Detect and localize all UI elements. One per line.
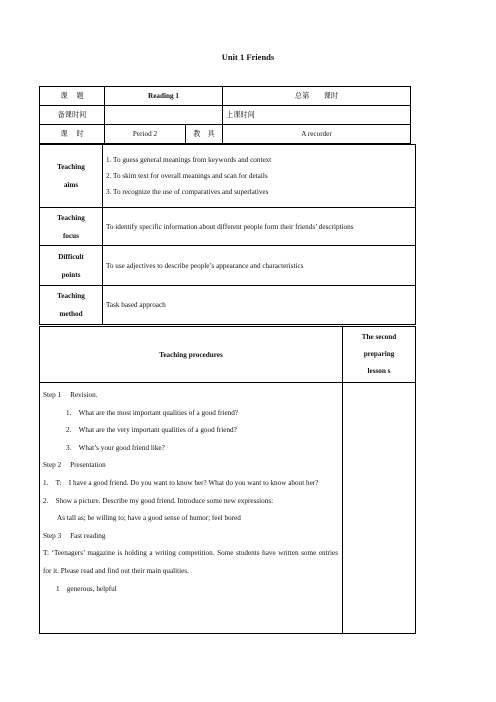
focus-content: To identify specific information about different people form their friends’ descriptions	[103, 208, 416, 246]
table-row	[40, 125, 411, 144]
difficult-content: To use adjectives to describe people’s appearance and characteristics	[103, 246, 416, 286]
second-prep-heading	[343, 327, 416, 383]
list-item: As tall as; be willing to; have a good sense of humor; feel bored	[57, 514, 241, 523]
second-prep-notes	[343, 383, 416, 634]
page-title: Unit 1 Friends	[221, 52, 275, 62]
difficult-label-line: Difficult	[58, 252, 84, 261]
class-time-label: 上课时间	[223, 106, 411, 125]
aim-item: 3. To recognize the use of comparatives and superlatives	[106, 188, 269, 196]
table-row	[40, 383, 416, 634]
table-row	[40, 87, 411, 106]
list-item: 2. What are the very important qualities of a good friend?	[66, 426, 237, 435]
table-row	[40, 286, 416, 325]
second-prep-line: lesson s	[367, 367, 391, 375]
table-row	[40, 208, 416, 246]
method-label-line: method	[59, 310, 83, 318]
method-label	[40, 286, 103, 325]
table-row	[40, 145, 416, 208]
list-item: 3. What’s your good friend like?	[66, 443, 165, 452]
second-prep-line: preparing	[363, 350, 395, 358]
tools-label: 教 具	[186, 125, 223, 144]
focus-label	[40, 208, 103, 246]
period-value: Period 2	[105, 125, 186, 144]
aims-label-line: aims	[63, 181, 79, 189]
list-item: 1. What are the most important qualities of a good friend?	[66, 408, 239, 417]
table-row	[40, 106, 411, 125]
focus-label-line: Teaching	[57, 213, 85, 222]
list-item: 1. T: I have a good friend. Do you want to know her? What do you want to know about her?	[43, 478, 319, 487]
topic-label: 课 题	[40, 87, 105, 106]
total-periods-label: 总第 课时	[223, 87, 411, 106]
step-2-heading: Step 2 Presentation	[43, 461, 106, 470]
prep-time-value	[105, 106, 223, 125]
procedures-table	[39, 326, 416, 634]
procedures-body	[40, 383, 343, 634]
difficult-label-line: points	[61, 270, 81, 279]
method-content: Task based approach	[103, 286, 416, 325]
method-label-line: Teaching	[57, 292, 85, 300]
lesson-info-table	[39, 86, 411, 144]
prep-time-label: 备课时间	[40, 106, 105, 125]
aims-label	[40, 145, 103, 208]
second-prep-line: The second	[361, 333, 397, 341]
list-item: T: ‘Teenagers’ magazine is holding a writing competition. Some students have written some entries for it. Please read and find out their main qualities.	[43, 549, 338, 575]
period-label: 课 时	[40, 125, 105, 144]
step-3-heading: Step 3 Fast reading	[43, 531, 106, 540]
tools-value: A recorder	[223, 125, 411, 144]
list-item: 2. Show a picture. Describe my good friend. Introduce some new expressions:	[43, 496, 274, 505]
step-1-heading: Step 1 Revision.	[43, 391, 98, 399]
list-item: 1 generous, helpful	[56, 584, 117, 593]
procedures-heading: Teaching procedures	[40, 327, 343, 383]
topic-value: Reading 1	[105, 87, 223, 106]
aims-label-line: Teaching	[57, 163, 85, 171]
table-row	[40, 246, 416, 286]
aims-content	[103, 145, 416, 208]
aim-item: 1. To guess general meanings from keywords and context	[106, 156, 272, 164]
difficult-label	[40, 246, 103, 286]
table-row	[40, 327, 416, 383]
aim-item: 2. To skim text for overall meanings and scan for details	[106, 172, 268, 180]
lesson-plan-table	[39, 144, 416, 325]
focus-label-line: focus	[63, 231, 79, 240]
